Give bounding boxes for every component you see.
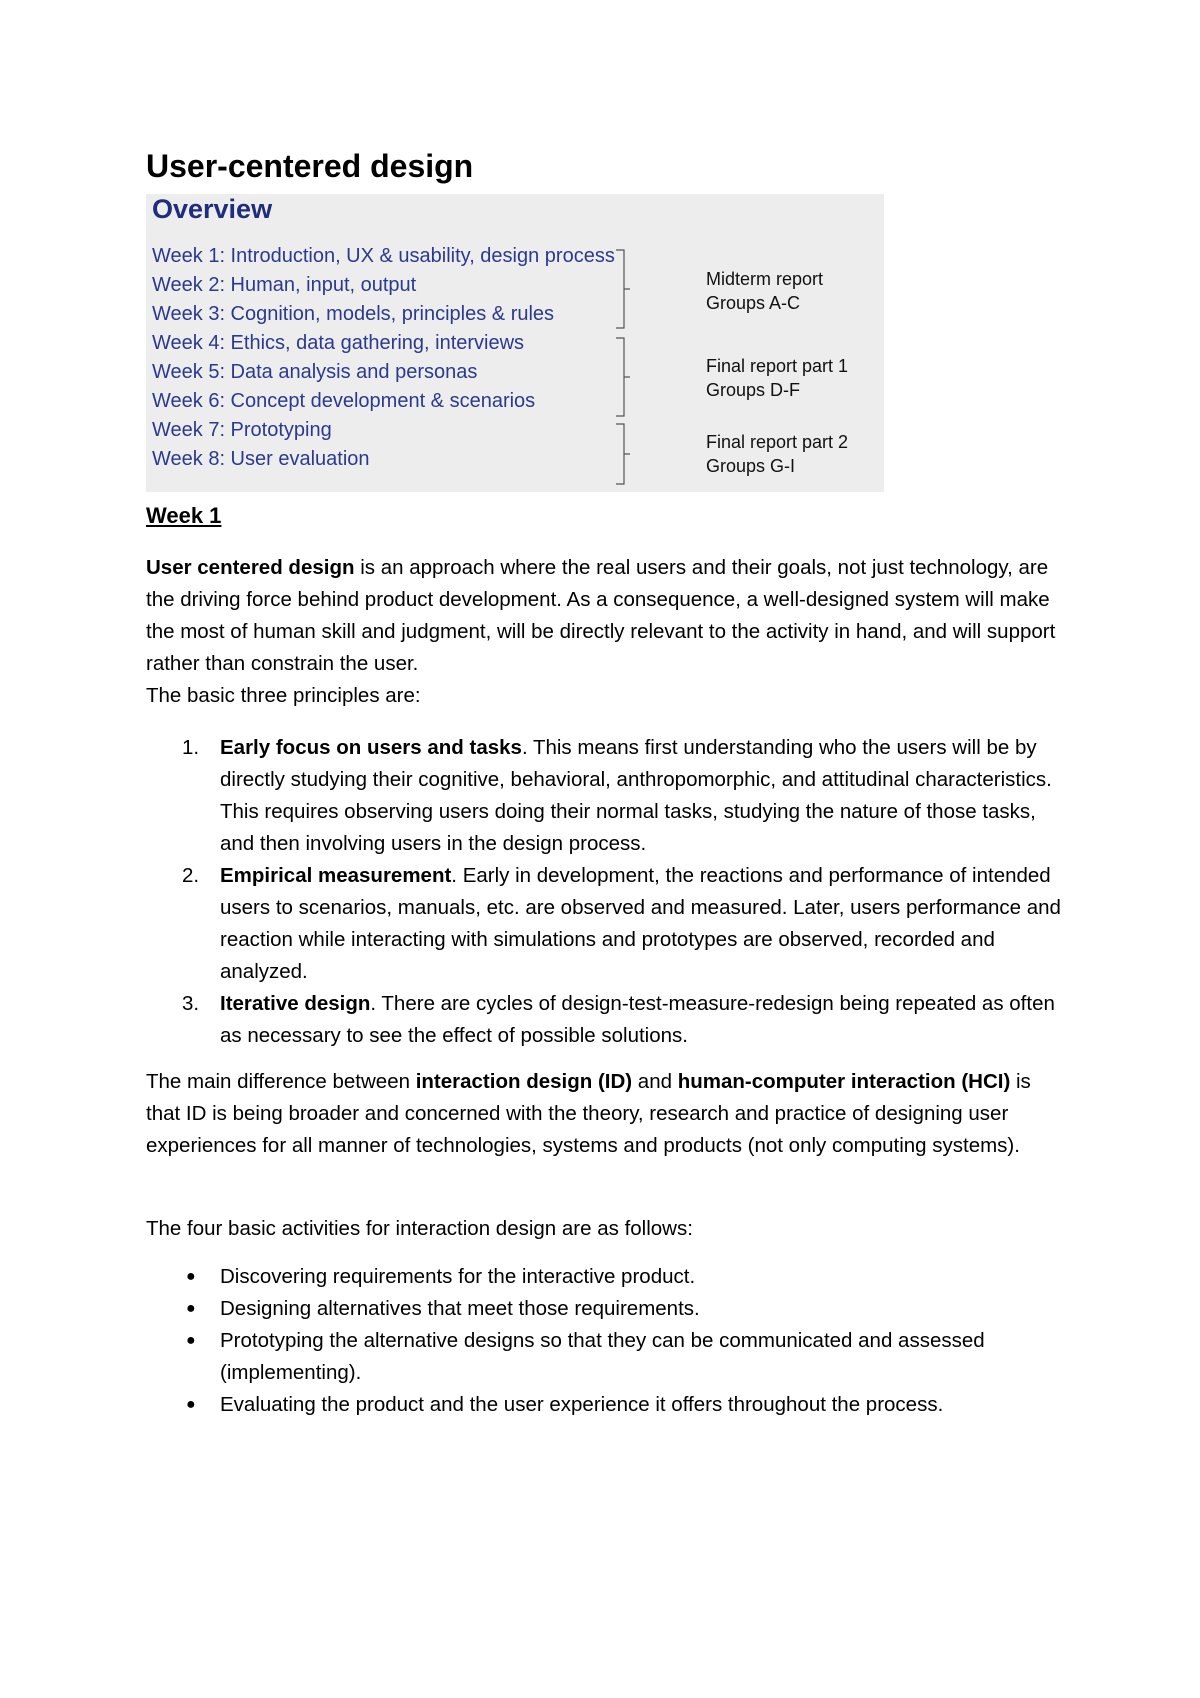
difference-paragraph bbox=[146, 1066, 1066, 1162]
term-hci: human-computer interaction (HCI) bbox=[677, 1070, 1011, 1093]
report-groups: Groups D-F bbox=[706, 380, 801, 400]
term-id: interaction design (ID) bbox=[415, 1070, 633, 1093]
report-groups: Groups G-I bbox=[706, 456, 796, 476]
overview-slide bbox=[146, 194, 884, 492]
list-item bbox=[146, 1261, 1066, 1293]
activities-lead: The four basic activities for interaction design are as follows: bbox=[146, 1217, 693, 1240]
week-item: Week 3: Cognition, models, principles & rules bbox=[152, 303, 555, 325]
principles-lead: The basic three principles are: bbox=[146, 684, 421, 707]
list-item bbox=[146, 860, 1066, 988]
principles-list bbox=[146, 732, 1066, 1052]
week-item: Week 1: Introduction, UX & usability, design process bbox=[152, 245, 615, 267]
section-heading: Week 1 bbox=[146, 503, 222, 528]
list-number: 1. bbox=[182, 736, 200, 759]
week-item: Week 8: User evaluation bbox=[152, 448, 370, 470]
grouping-brackets bbox=[616, 194, 646, 492]
report-groups: Groups A-C bbox=[706, 293, 801, 313]
overview-heading: Overview bbox=[152, 194, 273, 224]
list-item bbox=[146, 732, 1066, 860]
activities-list bbox=[146, 1261, 1066, 1421]
week-item: Week 4: Ethics, data gathering, interviews bbox=[152, 332, 525, 354]
bracket-final-2 bbox=[616, 424, 630, 484]
report-title: Midterm report bbox=[706, 269, 824, 289]
list-item bbox=[146, 1389, 1066, 1421]
diff-text: is that ID is being broader and concerned with the theory, research and practice of designing user experiences for all manner of technologies, systems and products (not only computing systems). bbox=[146, 1070, 1031, 1157]
list-number: 3. bbox=[182, 992, 200, 1015]
report-label bbox=[706, 267, 823, 315]
activity-text: Designing alternatives that meet those requirements. bbox=[220, 1297, 700, 1320]
intro-paragraph bbox=[146, 552, 1066, 712]
bullet-icon: ● bbox=[186, 1332, 196, 1349]
bullet-icon: ● bbox=[186, 1268, 196, 1285]
page-title: User-centered design bbox=[146, 148, 474, 184]
report-label bbox=[706, 354, 848, 402]
activity-text: Evaluating the product and the user experience it offers throughout the process. bbox=[220, 1393, 944, 1416]
list-item bbox=[146, 1325, 1066, 1389]
principle-text: . There are cycles of design-test-measure-redesign being repeated as often as necessary to see the effect of possible solutions. bbox=[220, 992, 1055, 1047]
bracket-midterm bbox=[616, 250, 630, 328]
report-title: Final report part 1 bbox=[706, 356, 849, 376]
list-item bbox=[146, 988, 1066, 1052]
principle-text: . Early in development, the reactions and performance of intended users to scenarios, manuals, etc. are observed and measured. Later, users performance and reaction while interacting with simulations and prototypes are observed, recorded and analyzed. bbox=[220, 864, 1061, 983]
week-item: Week 7: Prototyping bbox=[152, 419, 332, 441]
list-number: 2. bbox=[182, 864, 200, 887]
principle-term: Early focus on users and tasks bbox=[220, 736, 522, 759]
principle-term: Iterative design bbox=[220, 992, 371, 1015]
week-item: Week 2: Human, input, output bbox=[152, 274, 417, 296]
principle-term: Empirical measurement bbox=[220, 864, 452, 887]
list-item bbox=[146, 1293, 1066, 1325]
activity-text: Discovering requirements for the interactive product. bbox=[220, 1265, 696, 1288]
week-item: Week 5: Data analysis and personas bbox=[152, 361, 478, 383]
diff-text: The main difference between bbox=[146, 1070, 416, 1093]
intro-term: User centered design bbox=[146, 556, 355, 579]
report-title: Final report part 2 bbox=[706, 432, 849, 452]
intro-text: is an approach where the real users and their goals, not just technology, are the driving force behind product development. As a consequence, a well-designed system will make the most of human skill and judgment, will be directly relevant to the activity in hand, and will support rather than constrain the user. bbox=[146, 556, 1056, 675]
week-item: Week 6: Concept development & scenarios bbox=[152, 390, 536, 412]
bracket-final-1 bbox=[616, 338, 630, 416]
diff-text: and bbox=[632, 1070, 678, 1093]
activity-text: Prototyping the alternative designs so that they can be communicated and assessed (implementing). bbox=[220, 1329, 985, 1384]
principle-text: . This means first understanding who the users will be by directly studying their cognitive, behavioral, anthropomorphic, and attitudinal characteristics. This requires observing users doing their normal tasks, studying the nature of those tasks, and then involving users in the design process. bbox=[220, 736, 1052, 855]
bullet-icon: ● bbox=[186, 1396, 196, 1413]
report-label bbox=[706, 430, 848, 478]
bullet-icon: ● bbox=[186, 1300, 196, 1317]
